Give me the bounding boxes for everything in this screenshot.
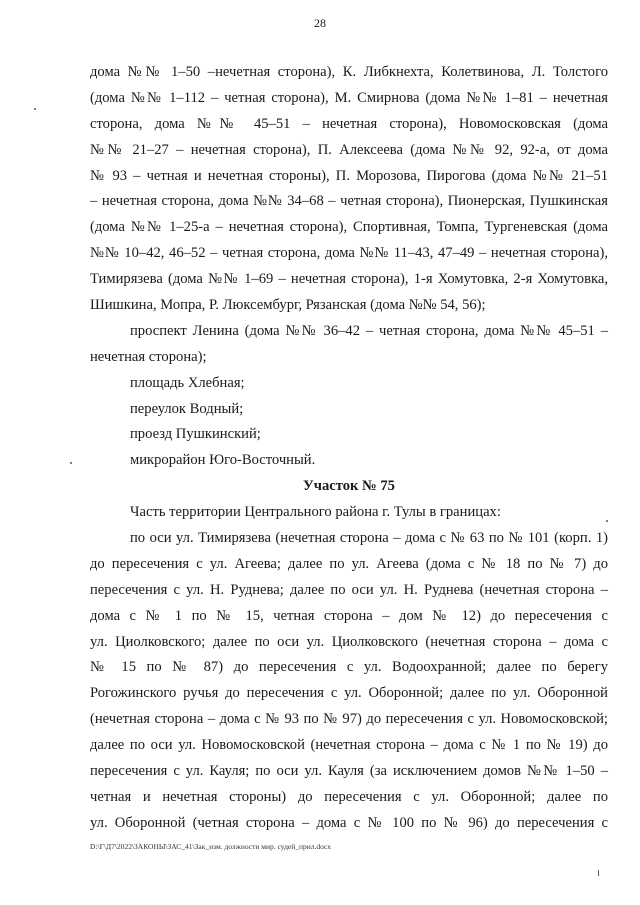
text-line: проезд Пушкинский; bbox=[130, 426, 261, 443]
text-line: ул. Оборонной (четная сторона – дома с № 100 по № 96) до пересечения с bbox=[90, 814, 608, 831]
scan-speck bbox=[70, 462, 72, 464]
scan-speck bbox=[606, 520, 608, 522]
text-line: ул. Циолковского; далее по оси ул. Циолковского (нечетная сторона – дома с bbox=[90, 633, 608, 650]
text-line: №№ 21–27 – нечетная сторона), П. Алексеева (дома №№ 92, 92-а, от дома bbox=[90, 141, 608, 158]
page-number: 28 bbox=[314, 16, 326, 30]
text-line: по оси ул. Тимирязева (нечетная сторона – дома с № 63 по № 101 (корп. 1) bbox=[130, 530, 608, 547]
text-line: площадь Хлебная; bbox=[130, 374, 245, 391]
text-line: далее по оси ул. Новомосковской (нечетная сторона – дома с № 1 по № 19) до bbox=[90, 737, 608, 754]
text-line: (нечетная сторона – дома с № 93 по № 97) до пересечения с ул. Новомосковской; bbox=[90, 711, 608, 728]
text-line: пересечения с ул. Н. Руднева; далее по оси ул. Н. Руднева (нечетная сторона – bbox=[90, 581, 608, 598]
text-line: – нечетная сторона, дома №№ 34–68 – четная сторона), Пионерская, Пушкинская bbox=[90, 193, 608, 210]
document-body bbox=[90, 60, 608, 837]
text-line: нечетная сторона); bbox=[90, 348, 207, 365]
scan-speck bbox=[34, 108, 36, 110]
text-line: пересечения с ул. Кауля; по оси ул. Кауля (за исключением домов №№ 1–50 – bbox=[90, 763, 608, 780]
text-line: микрорайон Юго-Восточный. bbox=[130, 452, 316, 469]
text-line: сторона, дома №№ 45–51 – нечетная сторона), Новомосковская (дома bbox=[90, 115, 608, 132]
text-line: № 93 – четная и нечетная стороны), П. Морозова, Пирогова (дома №№ 21–51 bbox=[90, 167, 608, 184]
scan-speck bbox=[598, 870, 599, 876]
text-line: Шишкина, Мопра, Р. Люксембург, Рязанская (дома №№ 54, 56); bbox=[90, 297, 486, 314]
text-line: четная и нечетная стороны) до пересечения с ул. Оборонной; далее по bbox=[90, 788, 608, 805]
section-heading: Участок № 75 bbox=[303, 478, 395, 495]
text-line: дома №№ 1–50 –нечетная сторона), К. Либкнехта, Колетвинова, Л. Толстого bbox=[90, 64, 608, 80]
text-line: переулок Водный; bbox=[130, 400, 244, 417]
text-line: Тимирязева (дома №№ 1–69 – нечетная сторона), 1-я Хомутовка, 2-я Хомутовка, bbox=[90, 271, 608, 288]
text-line: до пересечения с ул. Агеева; далее по ул. Агеева (дома с № 18 по № 7) до bbox=[90, 555, 608, 572]
text-line: Часть территории Центрального района г. Тулы в границах: bbox=[130, 504, 501, 521]
text-line: Рогожинского ручья до пересечения с ул. Оборонной; далее по ул. Оборонной bbox=[90, 685, 608, 702]
text-line: проспект Ленина (дома №№ 36–42 – четная сторона, дома №№ 45–51 – bbox=[130, 322, 608, 339]
text-line: №№ 10–42, 46–52 – четная сторона, дома №№ 11–43, 47–49 – нечетная сторона), bbox=[90, 245, 608, 262]
text-line: дома с № 1 по № 15, четная сторона – дом № 12) до пересечения с bbox=[90, 607, 608, 624]
file-path-footer: D:\Г\Д7\2022\ЗАКОНЫ\ЗАС_41\Зак_изм. должности мир. судей_прил.docx bbox=[90, 842, 331, 851]
text-line: (дома №№ 1–112 – четная сторона), М. Смирнова (дома №№ 1–81 – нечетная bbox=[90, 89, 608, 106]
text-line: (дома №№ 1–25-а – нечетная сторона), Спортивная, Томпа, Тургеневская (дома bbox=[90, 219, 608, 236]
text-line: № 15 по № 87) до пересечения с ул. Водоохранной; далее по берегу bbox=[90, 659, 608, 676]
